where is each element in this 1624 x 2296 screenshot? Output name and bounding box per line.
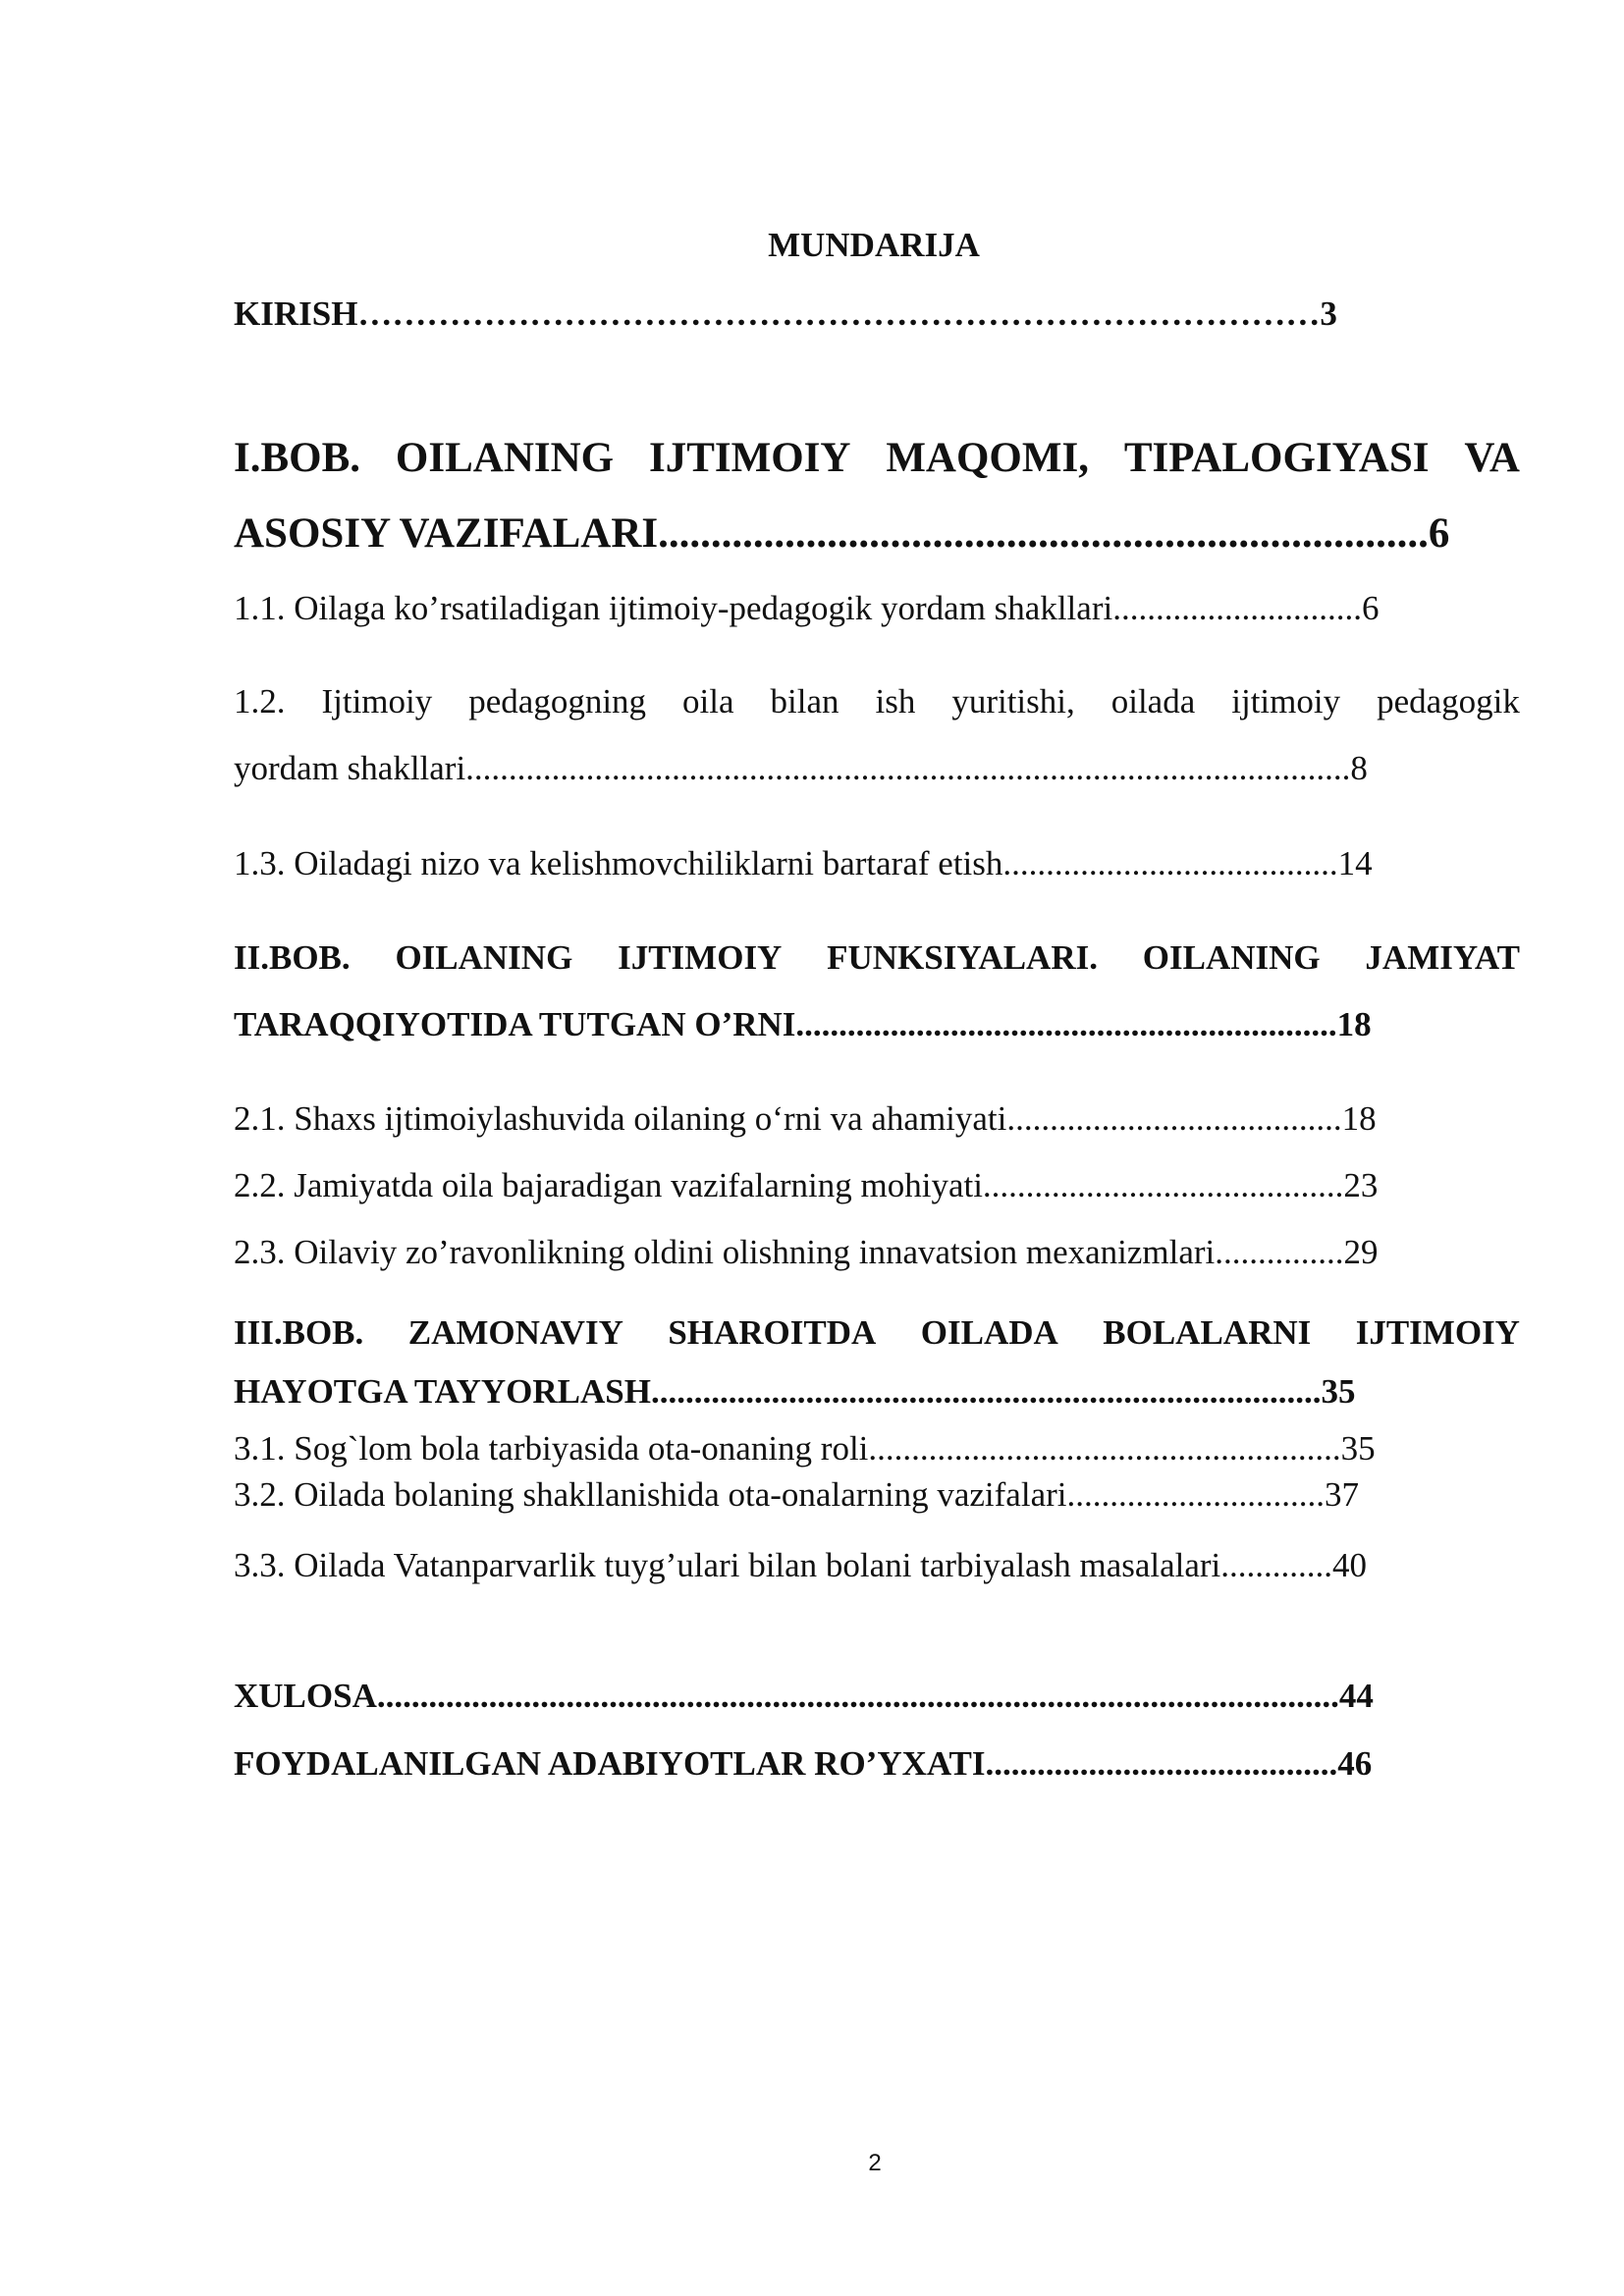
toc-section-3-2: 3.2. Oilada bolaning shakllanishida ota-onalarning vazifalari..............................37 bbox=[234, 1475, 1359, 1514]
toc-section-2-2: 2.2. Jamiyatda oila bajaradigan vazifalarning mohiyati..........................................23 bbox=[234, 1166, 1379, 1204]
toc-word: bilan bbox=[770, 682, 839, 721]
toc-section-3-1: 3.1. Sog`lom bola tarbiyasida ota-onaning roli.......................................................35 bbox=[234, 1429, 1376, 1468]
toc-chapter-2-line-1 bbox=[234, 940, 1520, 975]
toc-section-1-3: 1.3. Oiladagi nizo va kelishmovchiliklarni bartaraf etish.......................................14 bbox=[234, 844, 1373, 882]
toc-section-1-2-line-2: yordam shakllari.......................................................................................................8 bbox=[234, 749, 1368, 787]
toc-word: IJTIMOIY bbox=[1355, 1313, 1520, 1352]
toc-section-3-3: 3.3. Oilada Vatanparvarlik tuyg’ulari bilan bolani tarbiyalash masalalari.............40 bbox=[234, 1546, 1368, 1584]
toc-word: OILANING bbox=[395, 938, 573, 977]
toc-word: OILADA bbox=[920, 1313, 1058, 1352]
toc-word: oila bbox=[682, 682, 734, 721]
toc-chapter-3-line-1 bbox=[234, 1315, 1520, 1350]
toc-word: yuritishi, bbox=[951, 682, 1075, 721]
toc-word: MAQOMI, bbox=[886, 435, 1089, 481]
toc-chapter-2-line-2: TARAQQIYOTIDA TUTGAN O’RNI...............................................................18 bbox=[234, 1005, 1372, 1043]
toc-word: II.BOB. bbox=[234, 938, 351, 977]
toc-section-1-2-line-1 bbox=[234, 684, 1520, 719]
toc-chapter-1-line-1 bbox=[234, 437, 1520, 479]
toc-word: FUNKSIYALARI. bbox=[827, 938, 1098, 977]
toc-word: OILANING bbox=[395, 435, 615, 481]
toc-entry-xulosa: XULOSA................................................................................................................44 bbox=[234, 1677, 1374, 1715]
toc-chapter-1-line-2: ASOSIY VAZIFALARI.........................................................................6 bbox=[234, 510, 1450, 557]
toc-word: ijtimoiy bbox=[1231, 682, 1341, 721]
toc-word: Ijtimoiy bbox=[321, 682, 433, 721]
toc-word: IJTIMOIY bbox=[618, 938, 783, 977]
page-number: 2 bbox=[868, 2150, 882, 2176]
toc-word: JAMIYAT bbox=[1365, 938, 1520, 977]
toc-word: VA bbox=[1464, 435, 1520, 481]
toc-word: SHAROITDA bbox=[668, 1313, 877, 1352]
toc-word: ZAMONAVIY bbox=[407, 1313, 623, 1352]
toc-word: pedagogning bbox=[468, 682, 647, 721]
toc-word: III.BOB. bbox=[234, 1313, 364, 1352]
toc-word: BOLALARNI bbox=[1103, 1313, 1312, 1352]
toc-word: OILANING bbox=[1142, 938, 1321, 977]
toc-entry-adabiyotlar: FOYDALANILGAN ADABIYOTLAR RO’YXATI.........................................46 bbox=[234, 1744, 1373, 1783]
toc-section-2-3: 2.3. Oilaviy zo’ravonlikning oldini olishning innavatsion mexanizmlari...............29 bbox=[234, 1233, 1379, 1271]
toc-chapter-3-line-2: HAYOTGA TAYYORLASH..............................................................................35 bbox=[234, 1372, 1356, 1411]
toc-word: pedagogik bbox=[1377, 682, 1520, 721]
toc-section-1-1: 1.1. Oilaga ko’rsatiladigan ijtimoiy-pedagogik yordam shakllari.............................6 bbox=[234, 589, 1380, 627]
toc-section-2-1: 2.1. Shaxs ijtimoiylashuvida oilaning o‘rni va ahamiyati.......................................18 bbox=[234, 1099, 1377, 1138]
toc-word: ish bbox=[875, 682, 916, 721]
toc-word: TIPALOGIYASI bbox=[1123, 435, 1430, 481]
toc-word: IJTIMOIY bbox=[649, 435, 851, 481]
toc-word: oilada bbox=[1110, 682, 1196, 721]
toc-word: 1.2. bbox=[234, 682, 286, 721]
toc-word: I.BOB. bbox=[234, 435, 361, 481]
page-title: MUNDARIJA bbox=[768, 226, 980, 264]
toc-entry-kirish: KIRISH…………………………………………………………………………3 bbox=[234, 294, 1337, 333]
